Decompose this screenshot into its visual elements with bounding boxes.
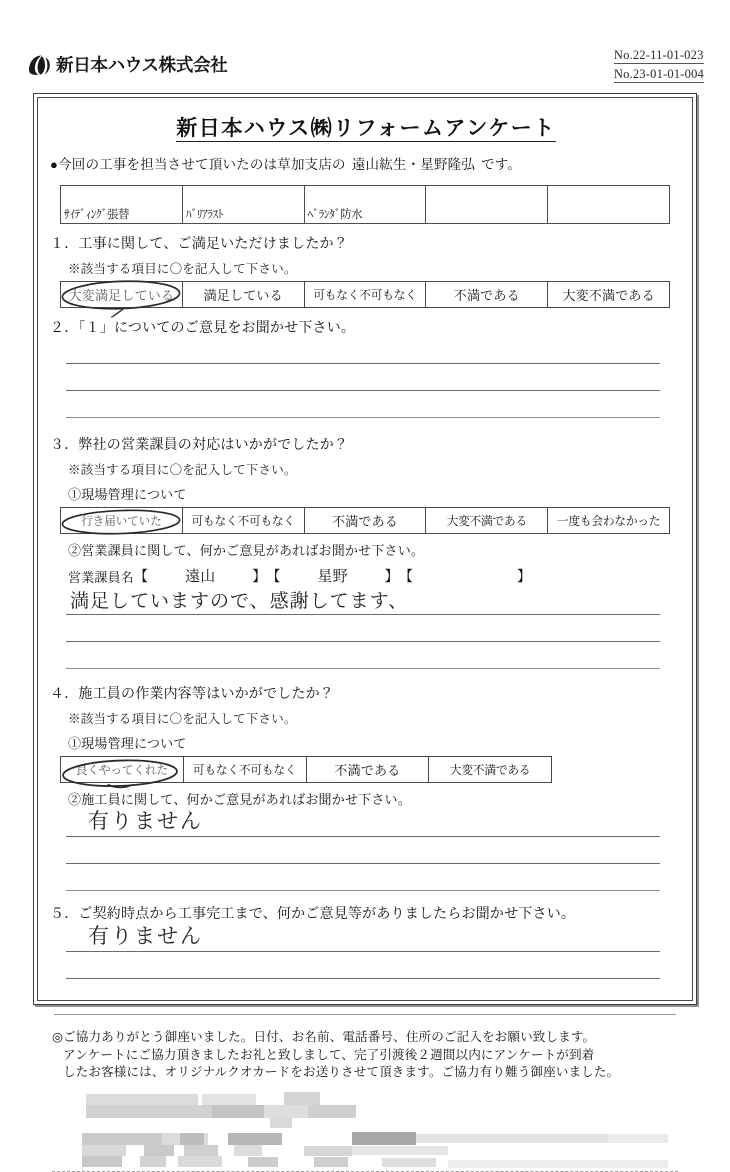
footer-note (52, 1029, 678, 1082)
lead-text-before: 今回の工事を担当させて頂いたのは草加支店の (58, 157, 346, 172)
bracket-open-icon: 【 (398, 570, 414, 585)
q4-option-1[interactable] (183, 757, 306, 783)
question-4-answer-lines (66, 810, 660, 891)
q3-option-4-label: 一度も会わなかった (556, 514, 661, 528)
footer-line-3: したお客様には、オリジナルクオカードをお送りさせて頂きます。ご協力有り難う御座いました。 (63, 1065, 620, 1079)
q1-option-3[interactable] (426, 282, 548, 308)
q3-answer-1: 満足していますので、感謝してます、 (70, 590, 409, 612)
question-3-sub-1: ①現場管理について (68, 487, 187, 502)
answer-line[interactable] (66, 615, 660, 642)
work-item-cell-2[interactable]: ﾊﾞﾘｱﾗｽﾄ (182, 186, 304, 224)
q3-option-0-label: 行き届いていた (81, 514, 162, 528)
question-4-sub-1: ①現場管理について (68, 736, 187, 751)
bracket-close-icon: 】 (252, 570, 267, 585)
q3-option-2[interactable] (304, 508, 426, 534)
q3-option-3[interactable] (426, 508, 548, 534)
q1-option-4[interactable] (548, 282, 670, 308)
question-1-options (60, 281, 670, 308)
q4-option-2-label: 不満である (334, 763, 401, 778)
q1-option-4-label: 大変不満である (562, 288, 655, 303)
lead-paragraph (50, 153, 694, 173)
question-4-options (60, 756, 552, 783)
sales-staff-name-label: 営業課員名 (68, 570, 135, 585)
question-2-text: ２．「１」についてのご意見をお聞かせ下さい。 (50, 321, 356, 336)
document-number-1: No.22-11-01-023 (613, 48, 704, 62)
redacted-bottom-rule (52, 1171, 678, 1172)
q1-option-0[interactable] (61, 282, 183, 308)
question-4-text: ４．施工員の作業内容等はいかがでしたか？ (50, 687, 334, 702)
answer-line[interactable] (66, 864, 660, 891)
bracket-open-icon: 【 (266, 570, 281, 585)
footer-line-1: ◎ご協力ありがとう御座いました。日付、お名前、電話番号、住所のご記入をお願い致します。 (52, 1030, 596, 1044)
form-body (38, 98, 694, 1079)
work-item-cell-4[interactable] (426, 186, 548, 224)
bracket-close-icon: 】 (517, 570, 532, 585)
question-3-sub-2: ②営業課員に関して、何かご意見があればお聞かせ下さい。 (68, 543, 425, 558)
answer-line[interactable] (66, 642, 660, 669)
bracket-close-icon: 】 (384, 570, 399, 585)
page-title-text: 新日本ハウス㈱リフォームアンケート (176, 116, 556, 140)
redacted-customer-info (52, 1090, 678, 1172)
question-5-answer-lines (66, 925, 660, 1006)
answer-line[interactable] (66, 364, 660, 391)
q1-option-0-label: 大変満足している (68, 288, 175, 303)
q4-option-2[interactable] (306, 757, 429, 783)
question-2-answer-lines (66, 337, 660, 418)
answer-line[interactable] (66, 391, 660, 418)
answer-line[interactable] (66, 837, 660, 864)
answer-line[interactable] (66, 979, 660, 1006)
document-numbers (614, 48, 704, 86)
question-3-answer-lines (66, 588, 660, 669)
answer-line[interactable] (66, 337, 660, 364)
footer-divider (54, 1014, 676, 1015)
question-3-text: ３．弊社の営業課員の対応はいかがでしたか？ (50, 438, 349, 453)
q3-option-1[interactable] (182, 508, 304, 534)
q1-option-2[interactable] (304, 282, 426, 308)
sales-staff-name-1: 遠山 (185, 567, 216, 585)
q4-option-0[interactable] (61, 757, 184, 783)
sales-staff-name-2: 星野 (317, 567, 348, 585)
q4-option-3[interactable] (429, 757, 552, 783)
footer-line-2: アンケートにご協力頂きましたお礼と致しまして、完了引渡後２週間以内にアンケートが到着 (63, 1047, 595, 1062)
company-logo (26, 52, 227, 77)
company-name: 新日本ハウス株式会社 (56, 56, 228, 76)
question-4-note: ※該当する項目に〇を記入して下さい。 (68, 712, 297, 726)
q1-option-3-label: 不満である (453, 288, 520, 303)
page-title (38, 112, 694, 142)
answer-line[interactable] (66, 810, 660, 837)
sales-staff-name-row (68, 565, 694, 586)
document-number-2: No.23-01-01-004 (613, 67, 704, 81)
table-row (61, 282, 670, 308)
q3-option-1-label: 可もなく不可もなく (191, 514, 295, 528)
q4-answer-1: 有りません (88, 809, 203, 833)
sales-staff-field-3[interactable] (399, 566, 531, 586)
swoosh-logo-icon (26, 53, 52, 77)
q3-option-2-label: 不満である (331, 514, 398, 529)
table-row (61, 508, 670, 534)
q1-option-1-label: 満足している (203, 288, 283, 303)
q1-option-2-label: 可もなく不可もなく (313, 288, 417, 302)
work-item-cell-1[interactable]: ｻｲﾃﾞｨﾝｸﾞ張替 (61, 186, 183, 224)
answer-line[interactable] (66, 588, 660, 615)
q4-option-1-label: 可もなく不可もなく (192, 763, 297, 777)
table-row (61, 757, 552, 783)
bracket-open-icon: 【 (134, 570, 149, 585)
answer-line[interactable] (66, 952, 660, 979)
document-header (26, 48, 704, 92)
question-1-text: １．工事に関して、ご満足いただけましたか？ (50, 237, 348, 252)
work-items-table (60, 185, 670, 224)
work-item-cell-3[interactable]: ﾍﾞﾗﾝﾀﾞ防水 (304, 186, 426, 224)
question-3-options (60, 507, 670, 534)
question-1-note: ※該当する項目に〇を記入して下さい。 (68, 262, 297, 276)
q3-option-0[interactable] (61, 508, 183, 534)
q3-option-3-label: 大変不満である (446, 514, 527, 528)
work-item-cell-5[interactable] (548, 186, 670, 224)
answer-line[interactable] (66, 925, 660, 952)
lead-text-after: です。 (481, 157, 522, 172)
form-frame (33, 93, 697, 1079)
q5-answer-1: 有りません (88, 924, 203, 948)
q3-option-4[interactable] (548, 508, 670, 534)
sales-staff-field-2[interactable] (266, 565, 398, 586)
q4-option-3-label: 大変不満である (449, 763, 531, 777)
bullet-icon: ● (50, 157, 59, 172)
lead-staff-names: 遠山紘生・星野隆弘 (351, 157, 476, 172)
q4-option-0-label: 良くやってくれた (75, 763, 168, 777)
question-5-text: ５．ご契約時点から工事完工まで、何かご意見等がありましたらお聞かせ下さい。 (50, 907, 576, 922)
question-4-sub-2: ②施工員に関して、何かご意見があればお聞かせ下さい。 (68, 792, 411, 807)
sales-staff-field-1[interactable] (134, 565, 266, 586)
q1-option-1[interactable] (182, 282, 304, 308)
table-row (61, 186, 670, 224)
question-3-note: ※該当する項目に〇を記入して下さい。 (68, 463, 297, 477)
